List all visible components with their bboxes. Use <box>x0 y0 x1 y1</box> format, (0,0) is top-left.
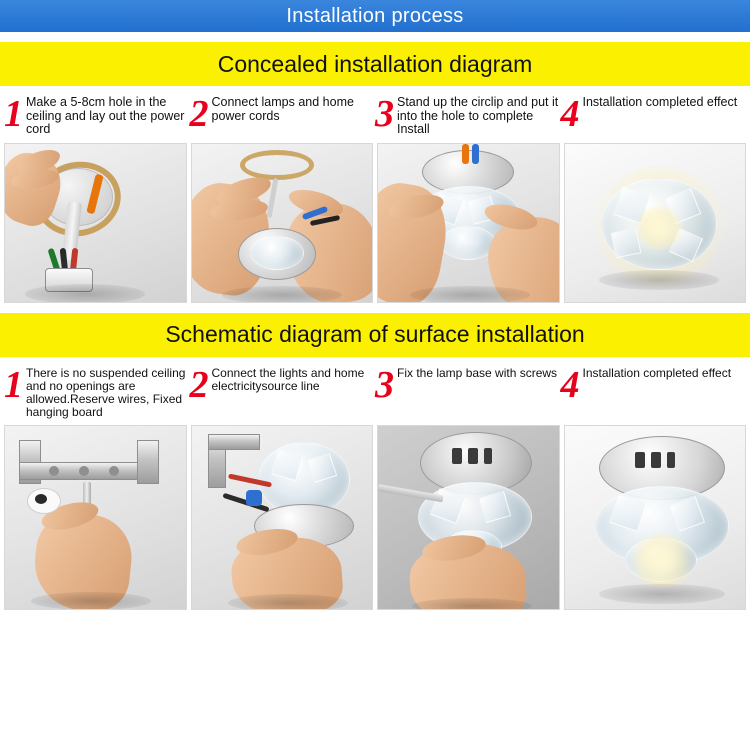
step-item <box>560 92 747 135</box>
step-item <box>189 92 376 135</box>
step-text: Connect lamps and home power cords <box>211 95 354 123</box>
photo-insert-circlip <box>377 143 560 303</box>
step-item <box>560 363 747 406</box>
step-number: 2 <box>189 93 209 135</box>
step-text: There is no suspended ceiling and no openings are allowed.Reserve wires, Fixed hanging board <box>26 365 186 419</box>
step-item <box>4 92 190 137</box>
spacer <box>0 303 750 313</box>
step-item <box>375 363 561 406</box>
section-1-heading: Concealed installation diagram <box>217 50 533 77</box>
step-number: 3 <box>375 363 394 406</box>
step-text: Connect the lights and home electricitysource line <box>211 365 365 393</box>
page-banner <box>0 0 750 32</box>
step-text: Installation completed effect <box>582 365 732 380</box>
section-1-photos <box>0 143 750 303</box>
step-item <box>189 363 376 406</box>
page-title: Installation process <box>286 4 464 27</box>
section-1-heading-bar <box>0 42 750 86</box>
step-text: Fix the lamp base with screws <box>397 365 558 380</box>
section-2-heading: Schematic diagram of surface installation <box>165 321 585 347</box>
page-footer-space <box>0 610 750 682</box>
photo-hanging-board <box>4 425 187 610</box>
step-number: 1 <box>4 363 23 406</box>
section-2-heading-bar <box>0 313 750 357</box>
step-text: Make a 5-8cm hole in the ceiling and lay out the power cord <box>26 95 185 136</box>
step-number: 4 <box>560 93 580 135</box>
photo-ceiling-hole-wiring <box>4 143 187 303</box>
step-number: 3 <box>375 93 394 135</box>
spacer <box>0 32 750 42</box>
step-item <box>375 92 561 137</box>
photo-completed-surface <box>564 425 747 610</box>
section-1-steps <box>0 92 750 137</box>
step-text: Stand up the circlip and put it into the hole to complete Install <box>397 95 559 136</box>
step-number: 2 <box>189 363 209 406</box>
step-text: Installation completed effect <box>582 95 738 109</box>
section-2-photos <box>0 425 750 610</box>
photo-connect-lamp-wires <box>191 143 374 303</box>
photo-completed-concealed <box>564 143 747 303</box>
photo-connect-house-wires <box>191 425 374 610</box>
section-2-steps <box>0 363 750 419</box>
photo-fix-lamp-base-screws <box>377 425 560 610</box>
step-item <box>4 363 190 419</box>
step-number: 1 <box>4 93 23 135</box>
step-number: 4 <box>560 363 580 406</box>
